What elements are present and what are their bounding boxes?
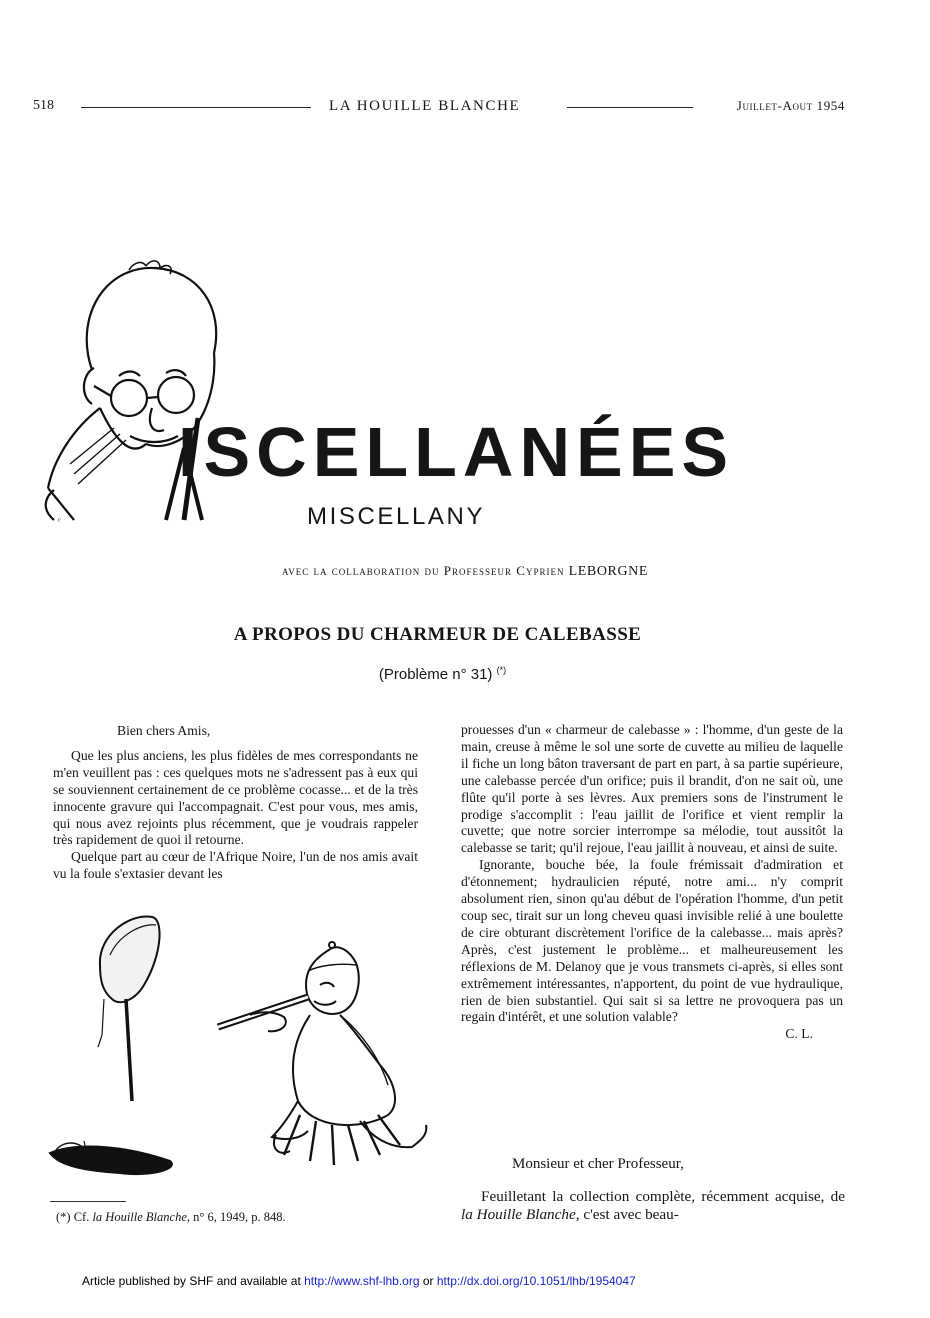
footnote-ref: n° 6, 1949, p. 848.: [190, 1210, 286, 1224]
issue-date: Juillet-Aout 1954: [736, 98, 845, 113]
shf-link[interactable]: http://www.shf-lhb.org: [304, 1274, 420, 1288]
doi-link[interactable]: http://dx.doi.org/10.1051/lhb/1954047: [436, 1274, 636, 1288]
left-column: [53, 723, 418, 883]
collaboration-line: [0, 563, 930, 580]
collaborator-name: LEBORGNE: [568, 564, 649, 579]
paragraph: Ignorante, bouche bée, la foule frémissait d'admiration et d'étonnement; hydraulicien réputé, notre ami... n'y comprit absolument rien, sinon qu'au début de l'opération l'homme, d'un petit coup sec, tirait sur un long cheveu quasi invisible relié à une boulette de cire obturant discrètement l'orifice de la calebasse... mais après? Après, c'est justement le problème... et malheureusement les réflexions de M. Delanoy que je vous transmets ci-après, si elles sont extrêmement intéressantes, n'apportent, du point de vue hydraulique, rien de bien substantiel. Qui sait si sa lettre ne provoquera pas un regain d'intérêt, et une solution valable?: [461, 857, 843, 1025]
rule-right: [567, 107, 693, 108]
publication-text: Article published by SHF and available at: [82, 1274, 305, 1288]
running-head: [33, 98, 845, 118]
footnote-mark: (*) Cf.: [56, 1210, 93, 1224]
footnote: [56, 1210, 286, 1225]
footnote-rule: [50, 1201, 126, 1202]
paragraph: Quelque part au cœur de l'Afrique Noire, l'un de nos amis avait vu la foule s'extasier devant les: [53, 849, 418, 882]
letter-text: Feuilletant la collection complète, récemment acquise, de: [481, 1188, 845, 1205]
collaboration-prefix: avec la collaboration du Professeur Cyprien: [281, 563, 565, 578]
letter-opening: [461, 1188, 845, 1225]
journal-title: LA HOUILLE BLANCHE: [329, 98, 521, 114]
greeting: Bien chers Amis,: [117, 723, 211, 738]
letter-text: c'est avec beau-: [579, 1206, 679, 1224]
paragraph: Que les plus anciens, les plus fidèles de mes correspondants ne m'en veuillent pas : ces quelques mots ne s'adressent pas à eux qui se souviennent certainement de ce problème cocasse... et de la très innocente gravure qui l'accompagnait. C'est pour vous, mes amis, qui nous avez rejoints plus récemment, que je voudrais rappeler très rapidement de quoi il retourne.: [53, 747, 418, 848]
problem-number: [0, 665, 885, 683]
rule-left: [81, 107, 311, 108]
footnote-journal: la Houille Blanche,: [92, 1210, 190, 1224]
letter-salutation: Monsieur et cher Professeur,: [512, 1156, 684, 1172]
page-number: 518: [33, 98, 54, 113]
banner-subtitle: MISCELLANY: [307, 503, 486, 530]
problem-label: (Problème n° 31): [378, 666, 493, 683]
signature: C. L.: [785, 1026, 813, 1042]
publication-text: or: [419, 1274, 437, 1288]
calabash-charmer-illustration: [40, 915, 440, 1195]
problem-footnote-mark: (*): [496, 665, 507, 675]
svg-text:ᶜ: ᶜ: [58, 516, 61, 527]
banner-title: ISCELLANÉES: [178, 413, 735, 491]
article-title: A PROPOS DU CHARMEUR DE CALEBASSE: [233, 624, 642, 645]
right-column: [461, 722, 843, 1043]
publication-line: [82, 1274, 636, 1288]
journal-name: la Houille Blanche,: [461, 1206, 580, 1224]
paragraph: prouesses d'un « charmeur de calebasse » : l'homme, d'un geste de la main, creuse à même le sol une sorte de cuvette au milieu de laquelle il fiche un long bâton traversant de part en part, à sa partie supérieure, une calebasse percée d'un orifice; puis il brandit, d'on ne sait où, une flûte qu'il porte à ses lèvres. Aux premiers sons de l'instrument le prodige s'accomplit : l'eau jaillit de l'orifice et vient remplir la cuvette; que notre sorcier interrompe sa mélodie, tout aussitôt la calebasse se tarit; qu'il rejoue, l'eau jaillit à nouveau, et ainsi de suite.: [461, 722, 843, 856]
